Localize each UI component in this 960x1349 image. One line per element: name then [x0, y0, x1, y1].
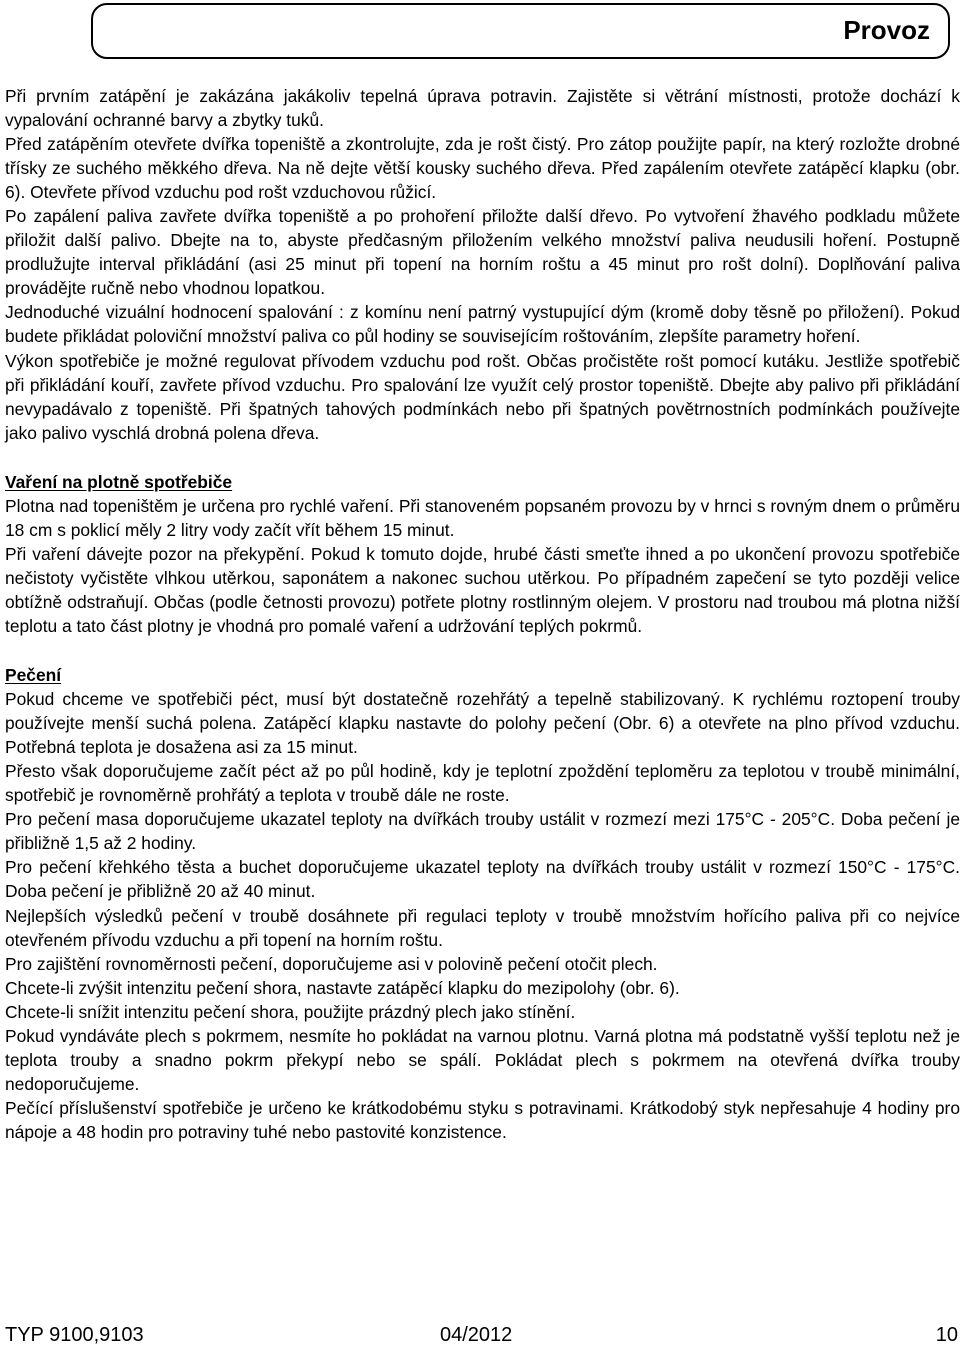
- section-gap: [5, 445, 960, 470]
- section-heading-baking: Pečení: [5, 665, 62, 686]
- paragraph: Pokud chceme ve spotřebiči péct, musí být dostatečně rozehřátý a tepelně stabilizovaný. K rychlému roztopení trouby používejte menší suchá polena. Zatápěcí klapku nastavte do polohy pečení (Obr. 6) a otevřete na plno přívod vzduchu. Potřebná teplota je dosažena asi za 15 minut.: [5, 689, 960, 758]
- document-body: [5, 84, 960, 1144]
- page-title: Provoz: [843, 15, 930, 45]
- paragraph: Pro pečení křehkého těsta a buchet doporučujeme ukazatel teploty na dvířkách trouby ustálit v rozmezí 150°C - 175°C. Doba pečení je přibližně 20 až 40 minut.: [5, 857, 960, 902]
- paragraph: Plotna nad topeništěm je určena pro rychlé vaření. Při stanoveném popsaném provozu by v hrnci s rovným dnem o průměru 18 cm s poklicí měly 2 litry vody začít vřít během 15 minut.: [5, 495, 960, 540]
- paragraph: Po zapálení paliva zavřete dvířka topeniště a po prohoření přiložte další dřevo. Po vytvoření žhavého podkladu můžete přiložit další palivo. Dbejte na to, abyste předčasným přiložením velkého množství paliva neudusili hoření. Postupně prodlužujte interval přikládání (asi 25 minut při topení na horním roštu a 45 minut pro rošt dolní). Doplňování paliva provádějte ručně nebo vhodnou lopatkou.: [5, 206, 960, 299]
- paragraph: Pečící příslušenství spotřebiče je určeno ke krátkodobému styku s potravinami. Krátkodobý styk nepřesahuje 4 hodiny pro nápoje a 48 hodin pro potraviny tuhé nebo pastovité konzistence.: [5, 1097, 960, 1142]
- title-box: [91, 3, 950, 59]
- paragraph: Pro zajištění rovnoměrnosti pečení, doporučujeme asi v polovině pečení otočit plech.: [5, 953, 658, 974]
- paragraph: Při vaření dávejte pozor na překypění. Pokud k tomuto dojde, hrubé části smeťte ihned a po ukončení provozu spotřebiče nečistoty vyčistěte vlhkou utěrkou, saponátem a nakonec suchou utěrkou. Po případném zapečení se tyto později velice obtížně odstraňují. Občas (podle četnosti provozu) potřete plotny rostlinným olejem. V prostoru nad troubou má plotna nižší teplotu a tato část plotny je vhodná pro pomalé vaření a udržování teplých pokrmů.: [5, 543, 960, 636]
- paragraph: Přesto však doporučujeme začít péct až po půl hodině, kdy je teplotní zpoždění teploměru za teplotou v troubě minimální, spotřebič je rovnoměrně prohřátý a teplota v troubě dále ne roste.: [5, 761, 960, 806]
- paragraph: Chcete-li zvýšit intenzitu pečení shora, nastavte zatápěcí klapku do mezipolohy (obr. 6).: [5, 977, 680, 998]
- paragraph: Nejlepších výsledků pečení v troubě dosáhnete při regulaci teploty v troubě množstvím hořícího paliva při co nejvíce otevřeném přívodu vzduchu a při topení na horním roštu.: [5, 905, 960, 950]
- paragraph: Chcete-li snížit intenzitu pečení shora, použijte prázdný plech jako stínění.: [5, 1001, 576, 1022]
- page-number: 10: [935, 1324, 958, 1346]
- footer-date: 04/2012: [440, 1324, 513, 1346]
- paragraph: Před zatápěním otevřete dvířka topeniště a zkontrolujte, zda je rošt čistý. Pro zátop použijte papír, na který rozložte drobné třísky ze suchého měkkého dřeva. Na ně dejte větší kousky suchého dřeva. Před zapálením otevřete zatápěcí klapku (obr. 6). Otevřete přívod vzduchu pod rošt vzduchovou růžicí.: [5, 134, 960, 203]
- footer-model: TYP 9100,9103: [5, 1324, 144, 1346]
- page-footer: [0, 1321, 960, 1349]
- section-heading-cooking: Vaření na plotně spotřebiče: [5, 471, 233, 492]
- paragraph: Výkon spotřebiče je možné regulovat přívodem vzduchu pod rošt. Občas pročistěte rošt pomocí kutáku. Jestliže spotřebič při přikládání kouří, zavřete přívod vzduchu. Pro spalování lze využít celý prostor topeniště. Dbejte aby palivo při přikládání nevypadávalo z topeniště. Při špatných tahových podmínkách nebo při špatných povětrnostních podmínkách používejte jako palivo vyschlá drobná polena dřeva.: [5, 350, 960, 443]
- paragraph: Pokud vyndáváte plech s pokrmem, nesmíte ho pokládat na varnou plotnu. Varná plotna má podstatně vyšší teplotu než je teplota trouby a snadno pokrm překypí nebo se spálí. Pokládat plech s pokrmem na otevřená dvířka trouby nedoporučujeme.: [5, 1025, 960, 1094]
- paragraph: Při prvním zatápění je zakázána jakákoliv tepelná úprava potravin. Zajistěte si větrání místnosti, protože dochází k vypalování ochranné barvy a zbytky tuků.: [5, 86, 960, 131]
- section-gap: [5, 638, 960, 663]
- paragraph: Jednoduché vizuální hodnocení spalování : z komínu není patrný vystupující dým (kromě doby těsně po přiložení). Pokud budete přikládat poloviční množství paliva co půl hodiny se souvisejícím roštováním, zlepšíte parametry hoření.: [5, 302, 960, 347]
- paragraph: Pro pečení masa doporučujeme ukazatel teploty na dvířkách trouby ustálit v rozmezí mezi 175°C - 205°C. Doba pečení je přibližně 1,5 až 2 hodiny.: [5, 809, 960, 854]
